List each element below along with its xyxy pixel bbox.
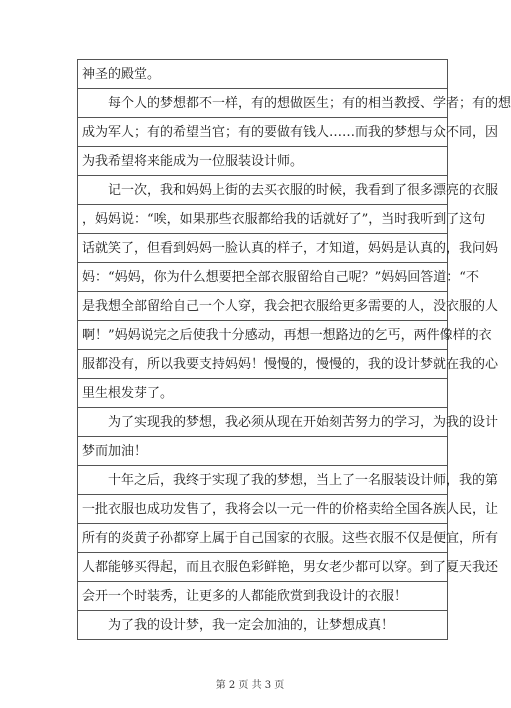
text-line: 人都能够买得起，而且衣服色彩鲜艳，男女老少都可以穿。到了夏天我还 xyxy=(78,553,447,582)
text-line: 为了我的设计梦，我一定会加油的，让梦想成真！ xyxy=(78,611,447,640)
text-line: 神圣的殿堂。 xyxy=(78,60,447,89)
essay-lined-sheet xyxy=(77,59,511,640)
text-line: 为了实现我的梦想，我必须从现在开始刻苦努力的学习，为我的设计 xyxy=(78,408,447,437)
text-line: 每个人的梦想都不一样，有的想做医生；有的相当教授、学者；有的想 xyxy=(78,89,447,118)
text-line: 记一次，我和妈妈上街的去买衣服的时候，我看到了很多漂亮的衣服 xyxy=(78,176,447,205)
text-line: 会开一个时装秀，让更多的人都能欣赏到我设计的衣服！ xyxy=(78,582,447,611)
text-line: 十年之后，我终于实现了我的梦想，当上了一名服装设计师，我的第 xyxy=(78,466,447,495)
text-line: 一批衣服也成功发售了，我将会以一元一件的价格卖给全国各族人民，让 xyxy=(78,495,447,524)
text-line: 成为军人；有的希望当官；有的要做有钱人……而我的梦想与众不同，因 xyxy=(78,118,447,147)
text-line: 话就笑了，但看到妈妈一脸认真的样子，才知道，妈妈是认真的，我问妈 xyxy=(78,234,447,263)
text-line: 啊！”妈妈说完之后使我十分感动，再想一想路边的乞丐，两件像样的衣 xyxy=(78,321,447,350)
text-line: 为我希望将来能成为一位服装设计师。 xyxy=(78,147,447,176)
text-line: 是我想全部留给自己一个人穿，我会把衣服给更多需要的人，没衣服的人 xyxy=(78,292,447,321)
text-line: 梦而加油！ xyxy=(78,437,447,466)
text-line: ，妈妈说：“唉，如果那些衣服都给我的话就好了”，当时我听到了这句 xyxy=(78,205,447,234)
text-line: 妈：“妈妈，你为什么想要把全部衣服留给自己呢？”妈妈回答道：“不 xyxy=(78,263,447,292)
page-footer: 第 2 页 共 3 页 xyxy=(215,680,285,691)
text-line: 服都没有，所以我要支持妈妈！慢慢的，慢慢的，我的设计梦就在我的心 xyxy=(78,350,447,379)
text-line: 所有的炎黄子孙都穿上属于自己国家的衣服。这些衣服不仅是便宜，所有 xyxy=(78,524,447,553)
text-line: 里生根发芽了。 xyxy=(78,379,447,408)
